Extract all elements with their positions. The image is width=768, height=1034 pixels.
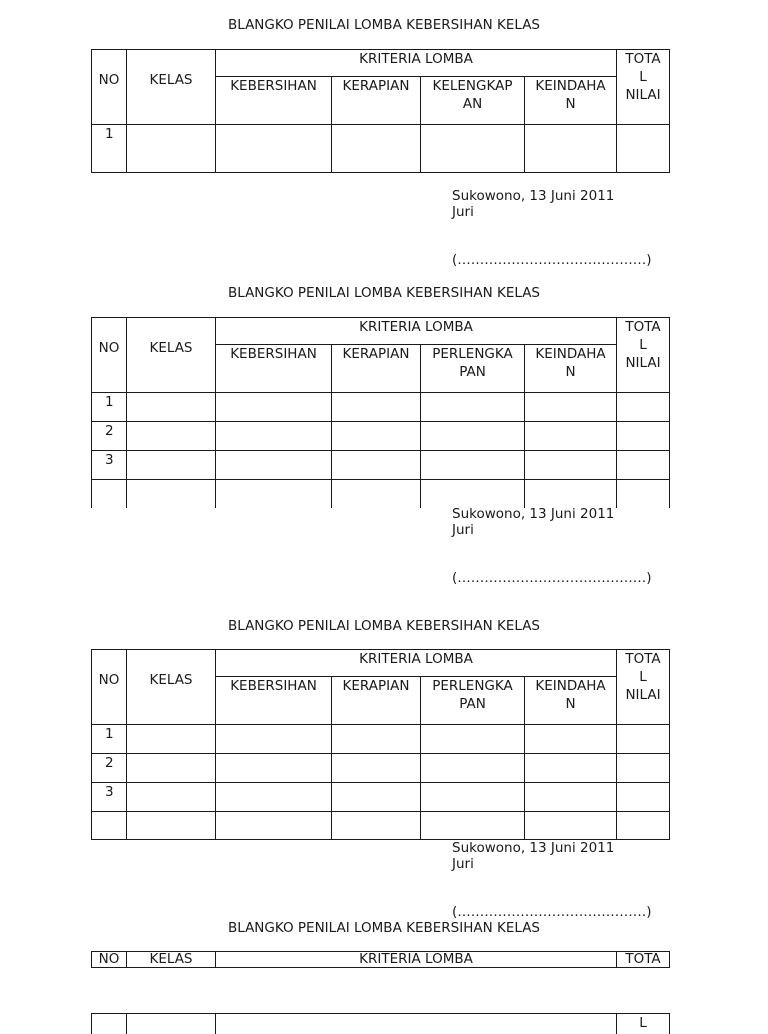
table-row — [92, 125, 670, 173]
cell-keindahan[interactable] — [525, 725, 617, 754]
cell-kerapian[interactable] — [332, 725, 421, 754]
cell-total[interactable] — [617, 754, 670, 783]
form-1-title: BLANGKO PENILAI LOMBA KEBERSIHAN KELAS — [227, 17, 540, 33]
header-no: NO — [92, 50, 127, 125]
form-4-table-bottom — [91, 1013, 670, 1034]
header-kebersihan: KEBERSIHAN — [216, 677, 332, 725]
row-number: 1 — [92, 725, 127, 754]
header-total-nilai: TOTA L NILAI — [617, 318, 670, 393]
cell-kerapian[interactable] — [332, 451, 421, 480]
place-date: Sukowono, 13 Juni 2011 — [452, 506, 615, 522]
header-no: NO — [92, 650, 127, 725]
form-1-table — [91, 49, 670, 173]
cell-kebersihan[interactable] — [216, 451, 332, 480]
cell-kelas[interactable] — [127, 125, 216, 173]
header-kriteria-lomba: KRITERIA LOMBA — [216, 650, 617, 677]
form-2-table — [91, 317, 670, 508]
form-4-title: BLANGKO PENILAI LOMBA KEBERSIHAN KELAS — [227, 920, 540, 936]
header-kelas: KELAS — [127, 50, 216, 125]
cell-kelas[interactable] — [127, 451, 216, 480]
table-row — [92, 783, 670, 812]
cell-total[interactable] — [617, 812, 670, 840]
cell-keindahan[interactable] — [525, 125, 617, 173]
row-number: 2 — [92, 754, 127, 783]
header-kerapian: KERAPIAN — [332, 345, 421, 393]
cell-total[interactable] — [617, 480, 670, 508]
header-keindahan: KEINDAHA N — [525, 77, 617, 125]
form-4-table-top — [91, 951, 670, 968]
cell-kelengkapan[interactable] — [421, 125, 525, 173]
signature-line: (……………………………………) — [452, 904, 652, 920]
cell-keindahan[interactable] — [525, 754, 617, 783]
cell-kebersihan[interactable] — [216, 422, 332, 451]
header-total-nilai: TOTA L NILAI — [617, 650, 670, 725]
cell-perlengkapan[interactable] — [421, 783, 525, 812]
place-date: Sukowono, 13 Juni 2011 — [452, 188, 615, 204]
juri-label: Juri — [452, 522, 474, 538]
cell-keindahan[interactable] — [525, 812, 617, 840]
cell-kebersihan[interactable] — [216, 812, 332, 840]
row-number: 1 — [92, 125, 127, 173]
cell-total[interactable] — [617, 725, 670, 754]
cell-kelas[interactable] — [127, 754, 216, 783]
header-keindahan: KEINDAHA N — [525, 345, 617, 393]
header-kerapian: KERAPIAN — [332, 77, 421, 125]
cell-kebersihan[interactable] — [216, 125, 332, 173]
cell-kebersihan[interactable] — [216, 725, 332, 754]
header-no: NO — [92, 318, 127, 393]
header-total-nilai: TOTA L NILAI — [617, 50, 670, 125]
cell-keindahan[interactable] — [525, 451, 617, 480]
row-number: 1 — [92, 393, 127, 422]
header-kriteria-lomba: KRITERIA LOMBA — [216, 50, 617, 77]
cell-kebersihan[interactable] — [216, 393, 332, 422]
table-row — [92, 754, 670, 783]
row-number — [92, 480, 127, 508]
header-kerapian: KERAPIAN — [332, 677, 421, 725]
cell-perlengkapan[interactable] — [421, 422, 525, 451]
cell-keindahan[interactable] — [525, 783, 617, 812]
cell-total[interactable] — [617, 422, 670, 451]
cell-perlengkapan[interactable] — [421, 812, 525, 840]
cell-kelas[interactable] — [127, 393, 216, 422]
cell-perlengkapan[interactable] — [421, 480, 525, 508]
row-number: 3 — [92, 783, 127, 812]
cell-total[interactable] — [617, 451, 670, 480]
header-kriteria-lomba: KRITERIA LOMBA — [216, 952, 617, 968]
header-perlengkapan: PERLENGKA PAN — [421, 677, 525, 725]
header-total-nilai: TOTA — [617, 952, 670, 968]
form-2-title: BLANGKO PENILAI LOMBA KEBERSIHAN KELAS — [227, 285, 540, 301]
signature-line: (……………………………………) — [452, 252, 652, 268]
cell-total[interactable] — [617, 783, 670, 812]
cell-kebersihan[interactable] — [216, 754, 332, 783]
juri-label: Juri — [452, 856, 474, 872]
header-keindahan: KEINDAHA N — [525, 677, 617, 725]
cell-keindahan[interactable] — [525, 393, 617, 422]
cell-total[interactable] — [617, 125, 670, 173]
header-kebersihan: KEBERSIHAN — [216, 345, 332, 393]
signature-line: (……………………………………) — [452, 570, 652, 586]
header-kelas: KELAS — [127, 650, 216, 725]
form-3-table — [91, 649, 670, 840]
cell-perlengkapan[interactable] — [421, 725, 525, 754]
cell-kelas[interactable] — [127, 480, 216, 508]
cell-kelas[interactable] — [127, 422, 216, 451]
cell-kerapian[interactable] — [332, 783, 421, 812]
cell-total[interactable] — [617, 393, 670, 422]
cell-kelas[interactable] — [127, 725, 216, 754]
cell-keindahan[interactable] — [525, 480, 617, 508]
cell-perlengkapan[interactable] — [421, 754, 525, 783]
cell-kerapian[interactable] — [332, 422, 421, 451]
header-kelas: KELAS — [127, 952, 216, 968]
cell-kelas[interactable] — [127, 783, 216, 812]
cell-keindahan[interactable] — [525, 422, 617, 451]
cell-kerapian[interactable] — [332, 393, 421, 422]
header-no: NO — [92, 952, 127, 968]
row-number: 2 — [92, 422, 127, 451]
table-row — [92, 451, 670, 480]
row-number: 3 — [92, 451, 127, 480]
cell-perlengkapan[interactable] — [421, 451, 525, 480]
cell-kerapian[interactable] — [332, 812, 421, 840]
cell-kerapian[interactable] — [332, 125, 421, 173]
header-kriteria-lomba: KRITERIA LOMBA — [216, 318, 617, 345]
cell-kelas[interactable] — [127, 812, 216, 840]
table-row — [92, 480, 670, 508]
cell-kebersihan[interactable] — [216, 480, 332, 508]
form-3-title: BLANGKO PENILAI LOMBA KEBERSIHAN KELAS — [227, 618, 540, 634]
table-row — [92, 393, 670, 422]
cell-perlengkapan[interactable] — [421, 393, 525, 422]
header-total-continued: L — [617, 1014, 670, 1034]
table-row — [92, 422, 670, 451]
header-perlengkapan: PERLENGKA PAN — [421, 345, 525, 393]
cell-kerapian[interactable] — [332, 754, 421, 783]
juri-label: Juri — [452, 204, 474, 220]
header-kelas: KELAS — [127, 318, 216, 393]
header-kelengkapan: KELENGKAP AN — [421, 77, 525, 125]
row-number — [92, 812, 127, 840]
table-row — [92, 725, 670, 754]
cell-kerapian[interactable] — [332, 480, 421, 508]
cell-kebersihan[interactable] — [216, 783, 332, 812]
table-row — [92, 812, 670, 840]
place-date: Sukowono, 13 Juni 2011 — [452, 840, 615, 856]
header-kebersihan: KEBERSIHAN — [216, 77, 332, 125]
